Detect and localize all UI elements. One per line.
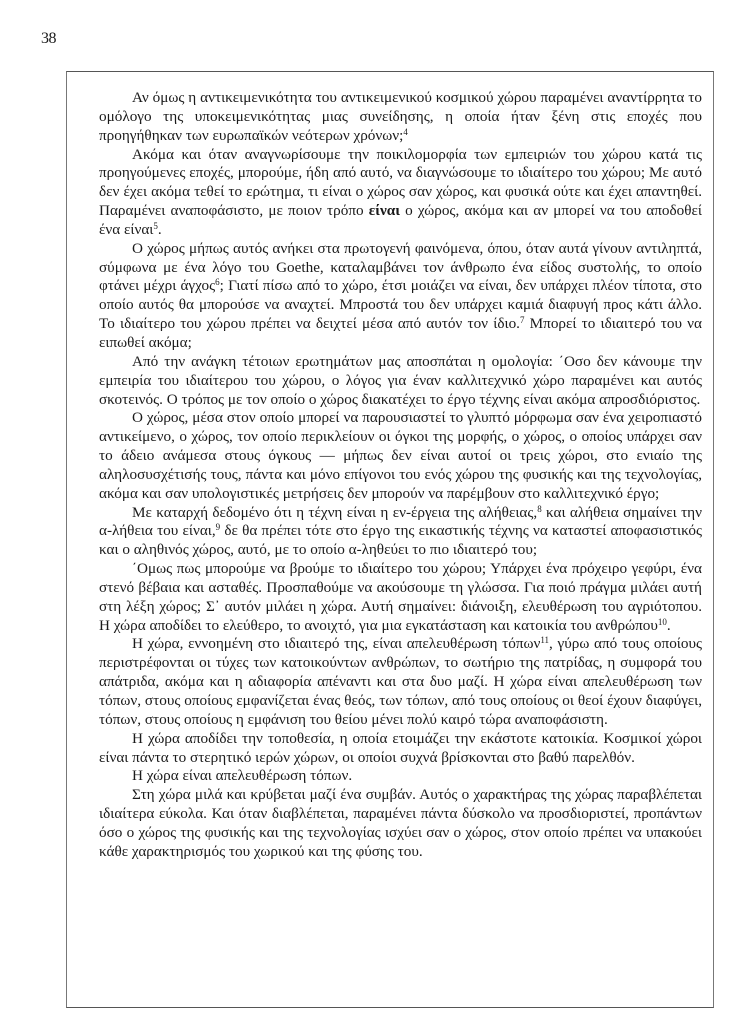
- paragraph: [99, 786, 702, 861]
- text-run: Αν όμως η αντικειμενικότητα του αντικειμενικού κοσμικού χώρου παραμένει αναντίρρητα το ομόλογο της υποκειμενικότητας μιας συνείδησης, η οποία ήταν ξένη στις εποχές που προηγήθηκαν των ευρωπαϊκών νεότερων χρόνων;: [99, 89, 702, 144]
- text-run: .: [666, 616, 671, 634]
- text-run: , γύρω από τους οποίους περιστρέφονται οι τύχες των κατοικούντων ανθρώπων, το σωτήριο της πατρίδας, η συμφορά του απάτριδα, ακόμα και η αδιαφορία απέναντι και στα δυο μαζί. Η χώρα είναι απελευθέρωση των τόπων, στους οποίους εμφανίζεται ένας θεός, των τόπων, από τους οποίους οι θεοί έχουν διαφύγει, τόπων, στους οποίους η εμφάνιση του θείου μένει πολύ καιρό τώρα αναποφάσιστη.: [99, 635, 702, 728]
- paragraph: [99, 635, 702, 729]
- text-run: και αλήθεια σημαίνει την α-λήθεια του είναι,: [99, 503, 702, 540]
- text-run: Στη χώρα μιλά και κρύβεται μαζί ένα συμβάν. Αυτός ο χαρακτήρας της χώρας παραβλέπεται ιδιαίτερα εύκολα. Και όταν διαβλέπεται, παραμένει πάντα δύσκολο να προσδιοριστεί, προπάντων όσο ο χώρος της φυσικής και της τεχνολογίας ισχύει σαν ο χώρος, στον οποίο πρέπει να υπακούει κάθε χαρακτηρισμός του χωρικού και της φύσης του.: [99, 786, 702, 860]
- paragraph: [99, 89, 702, 146]
- footnote-marker: 5: [153, 220, 158, 231]
- paragraph: [99, 560, 702, 635]
- text-run: ο χώρος, ακόμα και αν μπορεί να του αποδοθεί ένα είναι: [99, 202, 702, 238]
- text-run: Η χώρα, εννοημένη στο ιδιαιτερό της, είναι απελευθέρωση τόπων: [132, 635, 541, 653]
- body-text: [99, 89, 702, 862]
- text-run: δε θα πρέπει τότε στο έργο της εικαστικής τέχνης να καταστεί αποφασιστικός και ο αληθινός χώρος, αυτό, με το οποίο α-ληθεύει το πιο ιδιαιτερό του;: [99, 522, 702, 559]
- text-run: Ακόμα και όταν αναγνωρίσουμε την ποικιλομορφία των εμπειριών του χώρου κατά τις προηγούμενες εποχές, μπορούμε, ήδη από αυτό, να διαγνώσουμε το ιδιαίτερο του χώρου; Με αυτό δεν έχει ακόμα τεθεί το ερώτημα, τι είναι ο χώρος σαν χώρος, και φυσικά ούτε και έχει απαντηθεί. Παραμένει αναποφάσιστο, με ποιον τρόπο: [99, 145, 702, 220]
- text-run: Ο χώρος, μέσα στον οποίο μπορεί να παρουσιαστεί το γλυπτό μόρφωμα σαν ένα χειροπιαστό αντικείμενο, ο χώρος, τον οποίο περικλείουν οι όγκοι της μορφής, ο χώρος, ο οποίος υπάρχει σαν το άδειο ανάμεσα στους όγκους — μήπως δεν είναι αυτοί οι τρεις χώροι, στο ενιαίο της αληλοσυσχέτισής τους, πάντα και μόνο επίγονοι του ενός χώρου της φυσικής και της τεχνολογίας, ακόμα και σαν υπολογιστικές μετρήσεις δεν μπορούν να παρέμβουν στο καλλιτεχνικό έργο;: [99, 409, 702, 502]
- paragraph: [99, 353, 702, 410]
- paragraph: [99, 504, 702, 561]
- paragraph: [99, 240, 702, 353]
- text-run: Ο χώρος μήπως αυτός ανήκει στα πρωτογενή φαινόμενα, όπου, όταν αυτά γίνουν αντιληπτά, σύμφωνα με ένα λόγο του Goethe, καταλαμβάνει τον άνθρωπο ένα είδος συστολής, το οποίο φτάνει μέχρι άγχος: [99, 239, 702, 295]
- footnote-marker: 4: [403, 126, 408, 137]
- footnote-marker: 7: [519, 315, 525, 326]
- text-run: ; Γιατί πίσω από το χώρο, έτσι μοιάζει να είναι, δεν υπάρχει πλέον τίποτα, στο οποίο αυτός θα μπορούσε να αναχτεί. Μπροστά του δεν υπάρχει καμιά διαφυγή προς κάτι άλλο. Το ιδιαίτερο του χώρου πρέπει να δειχτεί μέσα από αυτόν τον ίδιο.: [99, 277, 702, 333]
- footnote-marker: 11: [540, 635, 550, 646]
- paragraph: [99, 730, 702, 768]
- emphasized-text: είναι: [368, 202, 400, 220]
- paragraph: [99, 409, 702, 503]
- text-run: Η χώρα αποδίδει την τοποθεσία, η οποία ετοιμάζει την εκάστοτε κατοικία. Κοσμικοί χώροι είναι πάντα το στερητικό ιερών χώρων, οι οποίοι συχνά βρίσκονται στο βαθύ παρελθόν.: [99, 729, 702, 766]
- text-run: Από την ανάγκη τέτοιων ερωτημάτων μας αποσπάται η ομολογία: ΄Οσο δεν κάνουμε την εμπειρία του ιδιαίτερου του χώρου, ο λόγος για έναν καλλιτεχνικό χώρο παραμένει και αυτός σκοτεινός. Ο τρόπος με τον οποίο ο χώρος διακατέχει το έργο τέχνης είναι ακόμα απροσδιόριστος.: [99, 352, 702, 408]
- footnote-marker: 8: [537, 503, 542, 514]
- paragraph: [99, 767, 702, 786]
- page-number: 38: [41, 30, 56, 47]
- paragraph: [99, 146, 702, 240]
- footnote-marker: 10: [657, 616, 667, 627]
- text-run: Μπορεί το ιδιαιτερό του να ειπωθεί ακόμα;: [99, 315, 702, 351]
- footnote-marker: 9: [215, 522, 221, 533]
- text-run: Με καταρχή δεδομένο ότι η τέχνη είναι η εν-έργεια της αλήθειας,: [132, 503, 538, 521]
- text-run: ΄Ομως πως μπορούμε να βρούμε το ιδιαίτερο του χώρου; Υπάρχει ένα πρόχειρο γεφύρι, ένα στενό βέβαια και ασταθές. Προσπαθούμε να ακούσουμε τη γλώσσα. Για ποιό πράγμα μιλάει αυτή στη λέξη χώρος; Σ᾽ αυτόν μιλάει η χώρα. Αυτή σημαίνει: διάνοιξη, ελευθέρωση του αγριότοπου. Η χώρα αποδίδει το ελεύθερο, το ανοιχτό, για μια εγκατάσταση και κατοικία του ανθρώπου: [99, 560, 702, 634]
- text-run: .: [157, 220, 162, 238]
- text-run: Η χώρα είναι απελευθέρωση τόπων.: [132, 767, 353, 785]
- footnote-marker: 6: [215, 277, 220, 288]
